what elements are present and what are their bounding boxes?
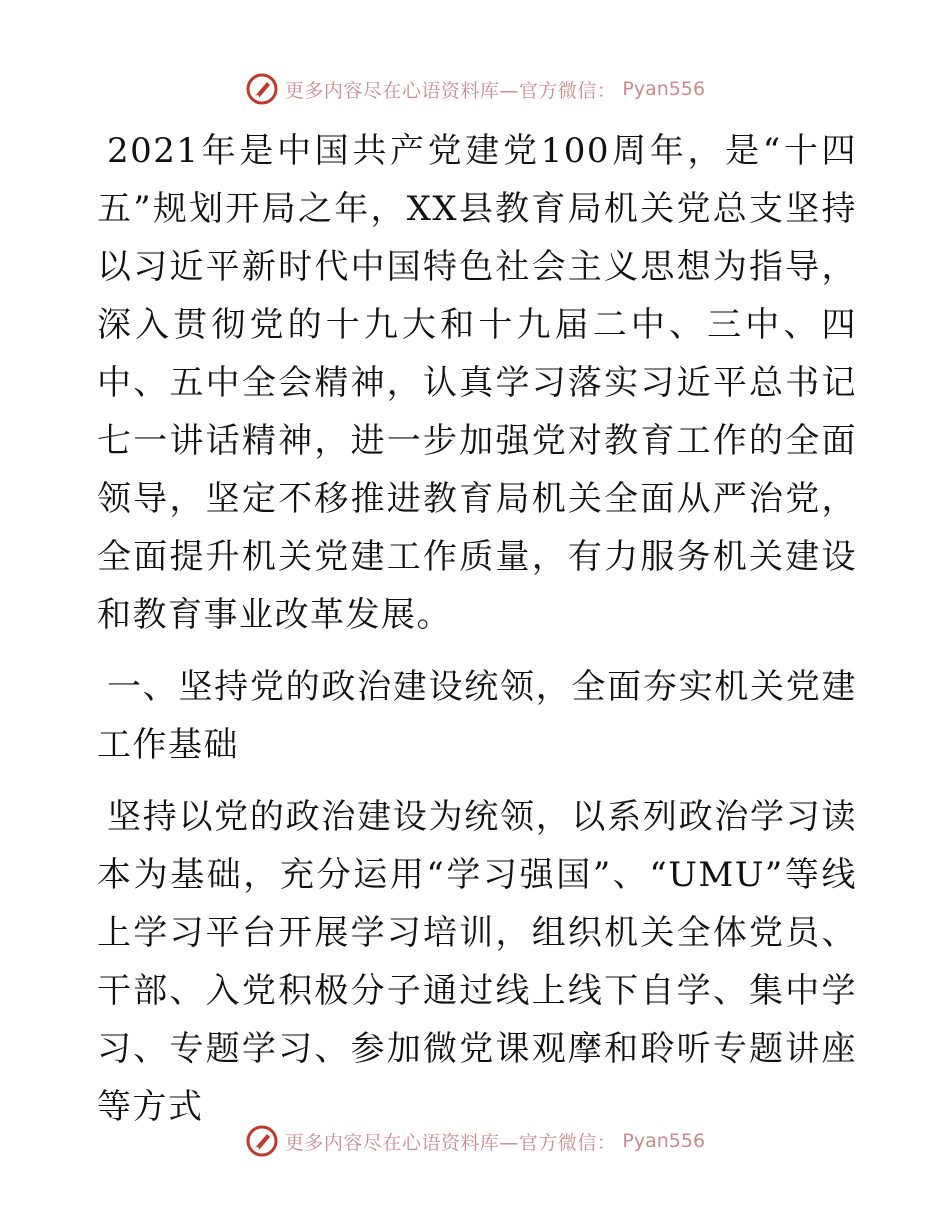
section-heading: 一、坚持党的政治建设统领，全面夯实机关党建工作基础 [97,667,857,765]
intro-paragraph: 2021年是中国共产党建党100周年，是“十四五”规划开局之年，XX县教育局机关党总支坚持以习近平新时代中国特色社会主义思想为指导，深入贯彻党的十九大和十九届二中、三中、四中、五中全会精神，认真学习落实习近平总书记七一讲话精神，进一步加强党对教育工作的全面领导，坚定不移推进教育局机关全面从严治党，全面提升机关党建工作质量，有力服务机关建设和教育事业改革发展。 [97,131,857,635]
header-watermark [0,72,950,106]
pen-logo-icon [245,72,279,106]
document-body [97,122,857,1136]
pen-logo-icon [245,1124,279,1158]
watermark-account: Pyan556 [622,78,706,100]
watermark-text: 更多内容尽在心语资料库—官方微信： [284,1131,617,1154]
section-paragraph: 坚持以党的政治建设为统领，以系列政治学习读本为基础，充分运用“学习强国”、“UMU”等线上学习平台开展学习培训，组织机关全体党员、干部、入党积极分子通过线上线下自学、集中学习、专题学习、参加微党课观摩和聆听专题讲座等方式 [97,797,857,1127]
watermark-text: 更多内容尽在心语资料库—官方微信： [284,79,617,102]
watermark-account: Pyan556 [622,1130,706,1152]
footer-watermark [0,1124,950,1158]
